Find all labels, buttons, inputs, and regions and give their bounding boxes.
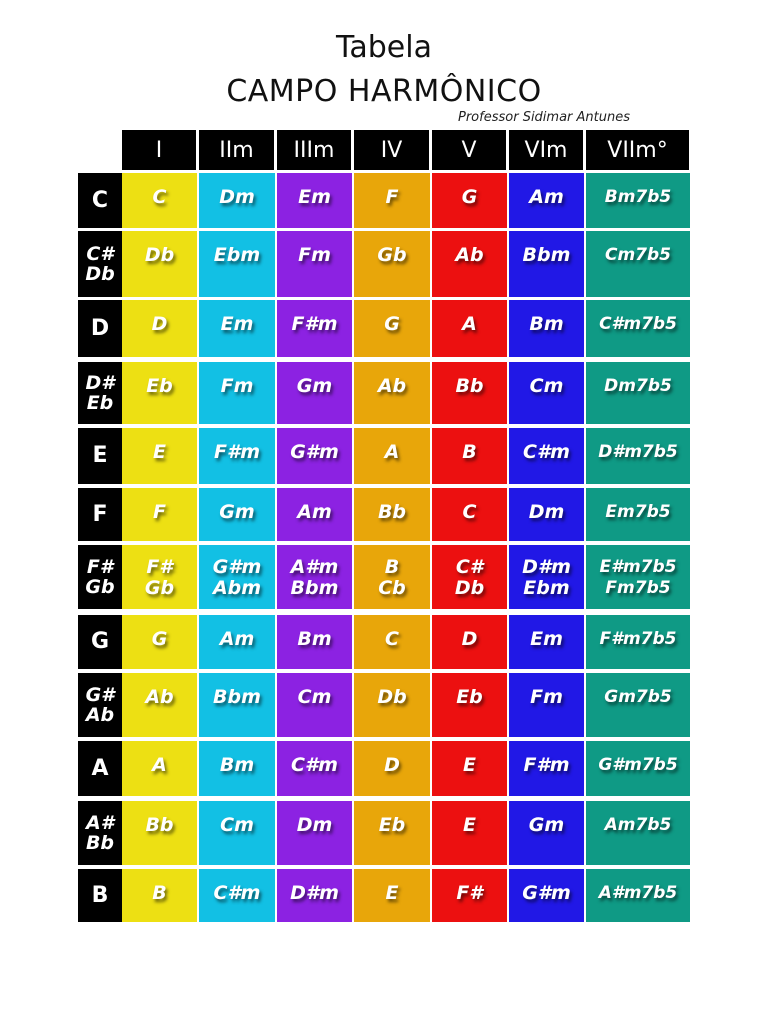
chord-cell	[122, 741, 197, 796]
chord-cell	[509, 869, 584, 922]
chord-cell	[277, 173, 352, 228]
chord-cell	[586, 300, 690, 357]
chord-name: Am	[297, 501, 332, 523]
chord-cell	[122, 545, 197, 609]
key-name: D#	[85, 372, 115, 394]
chord-cell	[586, 362, 690, 424]
chord-name: G#m7b5	[598, 755, 678, 775]
column-header: IIIm	[277, 130, 351, 170]
key-name: G	[90, 629, 110, 654]
chord-cell	[354, 300, 430, 357]
chord-cell	[509, 801, 584, 865]
chord-name: Bm	[219, 754, 255, 776]
chord-name: F#	[456, 882, 483, 904]
chord-name: A	[384, 441, 400, 463]
chord-cell	[432, 615, 507, 669]
chord-cell	[277, 300, 352, 357]
chord-name: Cm7b5	[604, 245, 672, 265]
chord-name: F#m	[214, 441, 260, 463]
page-title: Tabela	[336, 30, 432, 65]
chord-name: Em7b5	[605, 502, 671, 522]
chord-cell	[432, 741, 507, 796]
chord-name: D#m	[290, 882, 339, 904]
chord-cell	[199, 173, 275, 228]
chord-name: A#m7b5	[598, 883, 678, 903]
chord-name: G	[384, 313, 400, 335]
chord-cell	[432, 673, 507, 737]
key-name: F#	[86, 556, 114, 578]
chord-name: B	[384, 556, 400, 578]
chord-cell	[199, 362, 275, 424]
chord-name: E	[385, 882, 399, 904]
chord-name: E	[153, 441, 166, 463]
chord-cell	[354, 673, 430, 737]
row-key-label	[78, 741, 122, 796]
chord-cell	[586, 428, 690, 484]
chord-name: Bbm	[522, 244, 571, 266]
chord-name: Am	[529, 186, 564, 208]
chord-name: Gb	[377, 244, 407, 266]
column-header: IV	[354, 130, 429, 170]
chord-name: E	[463, 814, 476, 836]
chord-cell	[199, 545, 275, 609]
chord-name: Eb	[146, 375, 173, 397]
row-key-label	[78, 801, 122, 865]
chord-name: Gm	[296, 375, 333, 397]
chord-name: G	[461, 186, 478, 208]
column-header: VIIm°	[586, 130, 689, 170]
chord-cell	[432, 231, 507, 297]
chord-cell	[354, 545, 430, 609]
chord-name: Em	[530, 628, 563, 650]
chord-cell	[199, 300, 275, 357]
chord-cell	[432, 428, 507, 484]
chord-name: Cm	[220, 814, 254, 836]
chord-name: Cb	[378, 577, 406, 599]
chord-cell	[122, 428, 197, 484]
chord-cell	[509, 428, 584, 484]
chord-name: F#m	[523, 754, 570, 776]
chord-cell	[354, 488, 430, 541]
chord-name: Am7b5	[604, 815, 672, 835]
chord-name: D#m7b5	[598, 442, 678, 462]
chord-cell	[354, 801, 430, 865]
chord-cell	[277, 615, 352, 669]
chord-name: C	[385, 628, 399, 650]
chord-name: Bbm	[213, 686, 261, 708]
row-key-label	[78, 869, 122, 922]
chord-cell	[122, 300, 197, 357]
chord-cell	[122, 362, 197, 424]
chord-cell	[586, 173, 690, 228]
chord-cell	[122, 673, 197, 737]
chord-cell	[354, 428, 430, 484]
chord-cell	[586, 488, 690, 541]
column-header: IIm	[199, 130, 274, 170]
chord-name: Abm	[212, 577, 262, 599]
chord-cell	[509, 545, 584, 609]
chord-name: F#m	[291, 313, 338, 335]
chord-name: Dm	[528, 501, 565, 523]
row-key-label	[78, 488, 122, 541]
chord-name: Fm	[530, 686, 563, 708]
chord-name: Bm7b5	[604, 187, 672, 207]
chord-cell	[354, 362, 430, 424]
chord-name: F#	[146, 556, 173, 578]
key-name: F	[92, 501, 108, 527]
chord-cell	[122, 869, 197, 922]
chord-cell	[509, 615, 584, 669]
chord-cell	[277, 488, 352, 541]
chord-name: D#m	[522, 556, 571, 578]
chord-name: Ab	[377, 375, 407, 397]
chord-cell	[509, 231, 584, 297]
chord-name: A	[152, 754, 167, 776]
chord-name: Ab	[145, 686, 174, 708]
chord-cell	[199, 869, 275, 922]
chord-name: C#m	[291, 754, 338, 776]
chord-name: B	[152, 882, 167, 904]
chord-name: C#m	[523, 441, 570, 463]
chord-cell	[277, 741, 352, 796]
chord-name: A#m	[290, 556, 339, 578]
chord-name: C	[152, 186, 167, 208]
chord-name: C	[462, 501, 477, 523]
chord-cell	[509, 173, 584, 228]
chord-cell	[586, 741, 690, 796]
column-header: VIm	[509, 130, 583, 170]
row-key-label	[78, 231, 122, 297]
chord-name: Am	[219, 628, 255, 650]
chord-cell	[122, 173, 197, 228]
chord-name: Gm	[528, 814, 565, 836]
column-header: I	[122, 130, 196, 170]
chord-name: C#m	[213, 882, 261, 904]
chord-name: Eb	[378, 814, 406, 836]
chord-cell	[586, 801, 690, 865]
chord-name: Cm	[529, 375, 564, 397]
key-name: G#	[85, 684, 115, 706]
key-name: Bb	[85, 832, 115, 854]
chord-name: G#m	[290, 441, 339, 463]
chord-cell	[509, 300, 584, 357]
chord-name: Gm7b5	[604, 687, 672, 707]
chord-cell	[586, 545, 690, 609]
chord-cell	[354, 231, 430, 297]
chord-name: Dm	[219, 186, 255, 208]
chord-cell	[586, 673, 690, 737]
key-name: Gb	[85, 576, 115, 598]
chord-cell	[199, 801, 275, 865]
key-name: A#	[86, 812, 114, 834]
chord-cell	[199, 741, 275, 796]
chord-name: F	[385, 186, 399, 208]
chord-name: Bbm	[290, 577, 339, 599]
row-key-label	[78, 673, 122, 737]
chord-cell	[432, 801, 507, 865]
chord-name: D	[151, 313, 168, 335]
chord-cell	[199, 428, 275, 484]
chord-name: A	[462, 313, 477, 335]
row-key-label	[78, 615, 122, 669]
chord-name: G#m	[212, 556, 262, 578]
chord-name: Dm7b5	[604, 376, 672, 396]
chord-cell	[199, 231, 275, 297]
chord-name: E	[463, 754, 476, 776]
chord-name: Db	[144, 244, 175, 266]
chord-name: Ebm	[213, 244, 261, 266]
page-subtitle: CAMPO HARMÔNICO	[226, 74, 542, 109]
chord-name: D	[461, 628, 478, 650]
chord-name: F#m7b5	[599, 629, 677, 649]
chord-cell	[432, 488, 507, 541]
key-name: C	[91, 187, 109, 213]
chord-name: C#	[455, 556, 484, 578]
chord-name: G	[151, 628, 168, 650]
chord-cell	[432, 869, 507, 922]
chord-cell	[354, 173, 430, 228]
chord-cell	[509, 488, 584, 541]
chord-cell	[122, 801, 197, 865]
key-name: D	[90, 315, 110, 341]
chord-cell	[432, 362, 507, 424]
chord-name: Fm7b5	[605, 578, 671, 598]
chord-cell	[277, 801, 352, 865]
chord-name: F	[153, 501, 166, 523]
chord-cell	[277, 869, 352, 922]
chord-name: Ab	[455, 244, 484, 266]
row-key-label	[78, 300, 122, 357]
chord-cell	[509, 673, 584, 737]
chord-cell	[277, 362, 352, 424]
chord-name: Em	[220, 313, 254, 335]
chord-name: Bm	[297, 628, 332, 650]
key-name: Db	[85, 263, 115, 285]
row-key-label	[78, 362, 122, 424]
chord-name: G#m	[522, 882, 571, 904]
chord-name: Fm	[220, 375, 254, 397]
chord-cell	[277, 545, 352, 609]
chord-name: Bb	[455, 375, 484, 397]
chord-cell	[122, 615, 197, 669]
chord-name: Dm	[296, 814, 333, 836]
chord-name: Db	[454, 577, 485, 599]
key-name: Ab	[85, 704, 115, 726]
row-key-label	[78, 545, 122, 609]
chord-cell	[199, 488, 275, 541]
key-name: A	[91, 755, 109, 781]
chord-cell	[199, 673, 275, 737]
chord-cell	[432, 300, 507, 357]
chord-cell	[354, 615, 430, 669]
author-credit: Professor Sidimar Antunes	[458, 110, 631, 125]
chord-name: C#m7b5	[599, 314, 677, 334]
chord-cell	[586, 615, 690, 669]
chord-cell	[277, 428, 352, 484]
chord-cell	[199, 615, 275, 669]
row-key-label	[78, 428, 122, 484]
chord-name: Gb	[144, 577, 175, 599]
chord-cell	[509, 362, 584, 424]
key-name: E	[92, 443, 108, 468]
chord-name: Ebm	[523, 577, 570, 599]
chord-name: Gm	[219, 501, 255, 523]
key-name: C#	[86, 243, 114, 265]
chord-cell	[354, 741, 430, 796]
chord-cell	[354, 869, 430, 922]
chord-cell	[277, 673, 352, 737]
chord-cell	[509, 741, 584, 796]
chord-cell	[122, 231, 197, 297]
chord-name: E#m7b5	[599, 557, 677, 577]
row-key-label	[78, 173, 122, 228]
chord-cell	[432, 173, 507, 228]
chord-name: Fm	[298, 244, 331, 266]
chord-name: Bm	[529, 313, 564, 335]
chord-name: Cm	[297, 686, 332, 708]
chord-name: Eb	[456, 686, 483, 708]
column-header: V	[432, 130, 506, 170]
chord-name: Bb	[377, 501, 407, 523]
chord-cell	[586, 231, 690, 297]
key-name: Eb	[86, 392, 114, 414]
chord-cell	[122, 488, 197, 541]
chord-cell	[586, 869, 690, 922]
chord-name: D	[384, 754, 400, 776]
chord-cell	[277, 231, 352, 297]
chord-name: B	[462, 441, 477, 463]
chord-name: Em	[298, 186, 331, 208]
chord-name: Db	[377, 686, 407, 708]
chord-cell	[432, 545, 507, 609]
key-name: B	[91, 882, 109, 908]
chord-name: Bb	[145, 814, 174, 836]
